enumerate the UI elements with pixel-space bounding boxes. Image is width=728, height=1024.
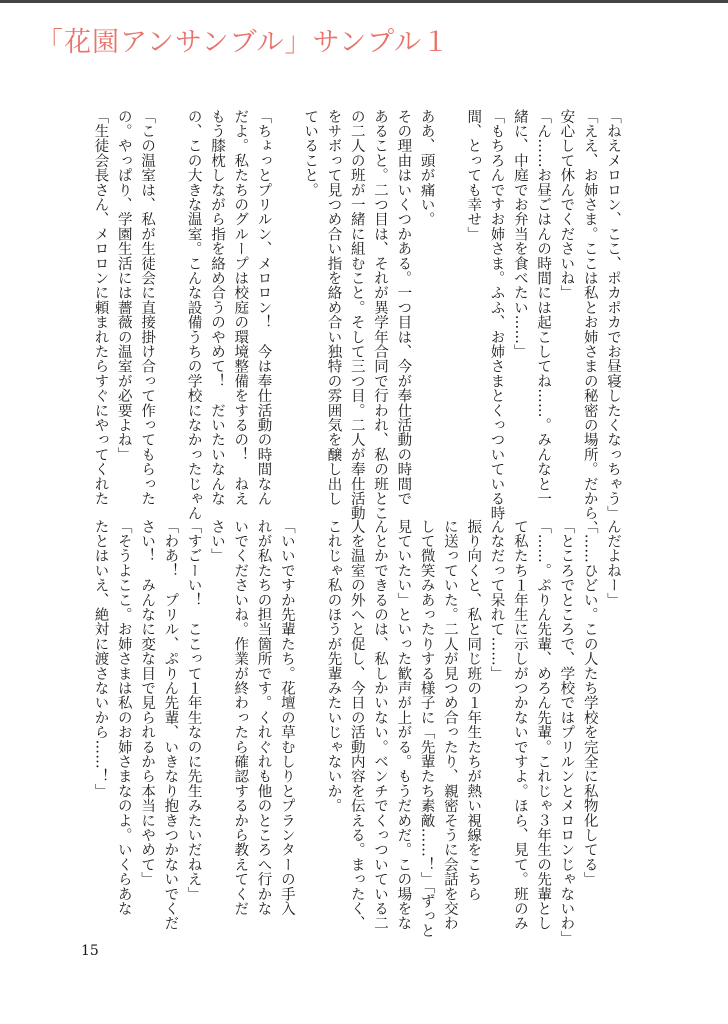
text-line: の。やっぱり、学園生活には薔薇の温室が必要よね」 xyxy=(115,109,132,462)
text-line: 「ねえメロロン、ここ、ポカポカでお昼寝したくなっちゃう」 xyxy=(605,109,621,521)
text-line: いでくださいね。作業が終わったら確認するから教えてくだ xyxy=(232,519,249,916)
text-line: その理由はいくつかある。一つ目は、今が奉仕活動の時間で xyxy=(395,109,412,506)
text-line: 緒に、中庭でお弁当を食べたい……」 xyxy=(511,109,528,359)
text-line: 「すごーい！ ここって１年生なのに先生みたいだねえ」 xyxy=(185,519,202,902)
text-line: 「……。ぷりん先輩、めろん先輩。これじゃ３年生の先輩とし xyxy=(535,519,552,931)
text-line: の二人の班が一緒に組むこと。そして三つ目。二人が奉仕活動 xyxy=(348,109,365,521)
text-line: さい！ みんなに変な目で見られるから本当にやめて」 xyxy=(139,519,156,887)
text-line: んなだって呆れて……」 xyxy=(488,519,505,681)
text-line: 「ちょっとプリルン、メロロン！ 今は奉仕活動の時間なん xyxy=(255,109,272,506)
text-line: これじゃ私のほうが先輩みたいじゃないか。 xyxy=(325,519,342,813)
text-line: 「そうよここ。お姉さまは私のお姉さまなのよ。いくらあな xyxy=(115,519,132,916)
text-line: 「もちろんですお姉さま。ふふ、お姉さまとくっついている時 xyxy=(488,109,505,521)
text-line: 「ん……お昼ごはんの時間には起こしてね……。みんなと一 xyxy=(535,109,552,506)
text-line: んだよねー」 xyxy=(605,519,621,608)
text-line: 「ええ、お姉さま。ここは私とお姉さまの秘密の場所。だから、 xyxy=(581,109,598,536)
text-block-top xyxy=(88,109,624,536)
text-line: に送っていた。二人が見つめ合ったり、親密そうに会話を交わ xyxy=(441,519,458,931)
text-line: 「いいですか先輩たち。花壇の草むしりとプランターの手入 xyxy=(278,519,295,916)
text-line: 「……ひどい。この人たち学校を完全に私物化してる」 xyxy=(581,519,598,887)
text-line: 「ところでところで、学校ではプリルンとメロロンじゃないわ」 xyxy=(558,519,575,946)
text-line xyxy=(438,109,461,497)
text-line xyxy=(275,109,298,497)
text-line: して微笑みあったりする様子に「先輩たち素敵……！」「ずっと xyxy=(418,519,435,939)
text-block-bottom xyxy=(88,519,624,946)
text-line: ていること。 xyxy=(302,109,319,198)
text-line: 「この温室は、私が生徒会に直接掛け合って作ってもらった xyxy=(139,109,156,506)
text-line: れが私たちの担当箇所です。くれぐれも他のところへ行かな xyxy=(255,519,272,916)
text-line xyxy=(158,109,181,497)
text-line: 「生徒会長さん、メロロンに頼まれたらすぐにやってくれた xyxy=(92,109,109,506)
text-line: あること。二つ目は、それが異学年合同で行われ、私の班とこ xyxy=(372,109,389,521)
text-line: 人を温室の外へと促し、今日の活動内容を伝える。まったく、 xyxy=(348,519,365,931)
text-line: だよ。私たちのグループは校庭の環境整備をするの！ ねえ xyxy=(232,109,249,506)
text-line: をサボって見つめ合い指を絡め合い独特の雰囲気を醸し出し xyxy=(325,109,342,506)
page-title: 「花園アンサンブル」サンプル１ xyxy=(36,27,451,58)
page-number: 15 xyxy=(81,943,99,959)
text-line xyxy=(298,519,321,907)
text-line: んとかできるのは、私しかいない。ベンチでくっついている二 xyxy=(372,519,389,931)
text-line: さい」 xyxy=(208,519,225,564)
text-line: たとはいえ、絶対に渡さないから……！」 xyxy=(92,519,109,799)
text-line: もう膝枕しながら指を絡め合うのやめて！ だいたいなんな xyxy=(208,109,225,506)
text-line: 安心して休んでくださいね」 xyxy=(558,109,575,301)
text-line: 振り向くと、私と同じ班の１年生たちが熱い視線をこちら xyxy=(465,519,482,902)
text-line: 「わあ！ プリル、ぷりん先輩、いきなり抱きつかないでくだ xyxy=(162,519,179,931)
text-line: 見ていたい」といった歓声が上がる。もうだめだ。この場をな xyxy=(395,519,412,931)
text-line: て私たち１年生に示しがつかないですよ。ほら、見て。班のみ xyxy=(511,519,528,931)
top-border xyxy=(0,0,728,3)
text-line: の、この大きな温室。こんな設備うちの学校になかったじゃん xyxy=(185,109,202,521)
text-line: 間、とっても幸せ」 xyxy=(465,109,482,242)
text-line: ああ、頭が痛い。 xyxy=(418,109,435,227)
